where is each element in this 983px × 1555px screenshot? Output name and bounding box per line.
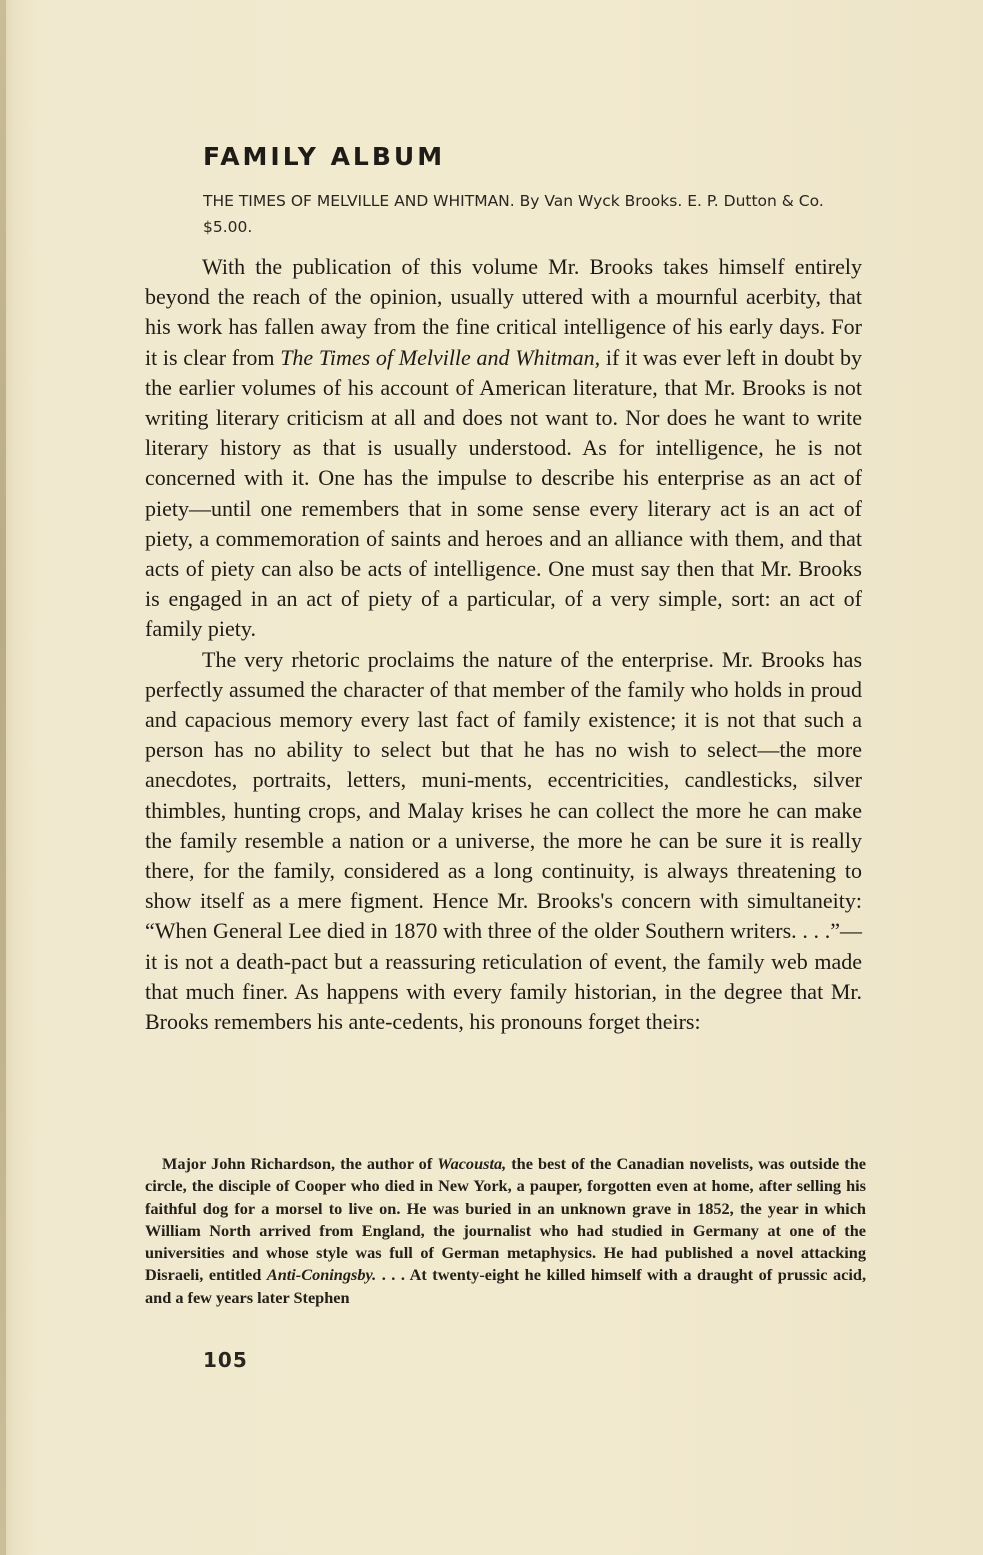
paragraph-1-text-a: With the publication of this volume Mr. Brooks takes himself entirely beyond the reach of the opinion, usually uttered with a mournful acerbity, that his work has fallen away from the fine critical intelligence of his early days. For it is clear from [145,254,862,370]
paragraph-2: The very rhetoric proclaims the nature of the enterprise. Mr. Brooks has perfectly assumed the character of that member of the family who holds in proud and capacious memory every last fact of family existence; it is not that such a person has no ability to select but that he has no wish to select—the more anecdotes, portraits, letters, muni-ments, eccentricities, candlesticks, silver thimbles, hunting crops, and Malay krises he can collect the more he can make the family resemble a nation or a universe, the more he can be sure it is really there, for the family, considered as a long continuity, is always threatening to show itself as a mere figment. Hence Mr. Brooks's concern with simultaneity: “When General Lee died in 1870 with three of the older Southern writers. . . .”—it is not a death-pact but a reassuring reticulation of event, the family web made that much finer. As happens with every family historian, in the degree that Mr. Brooks remembers his ante-cedents, his pronouns forget theirs: [145,646,862,1035]
page-number: 105 [203,1348,248,1372]
block-quote [145,1153,866,1309]
quote-text-a: Major John Richardson, the author of [162,1154,438,1173]
book-title-italic: The Times of Melville and Whitman, [280,344,601,370]
quote-italic-anti-coningsby: Anti-Coningsby. [266,1265,377,1285]
quote-paragraph [145,1153,866,1309]
quote-text-b: the best of the Canadian novelists, was outside the circle, the disciple of Cooper who died in New York, a pauper, forgotten even at home, after selling his faithful dog for a morsel to live on. He was buried in an unknown grave in 1852, the year in which William North arrived from England, the journalist who had studied in Germany at one of the universities and whose style was full of German metaphysics. He had published a novel attacking Disraeli, entitled [145,1154,866,1285]
page-spine-shadow [0,0,6,1555]
quote-italic-wacousta: Wacousta, [437,1154,507,1173]
book-citation: THE TIMES OF MELVILLE AND WHITMAN. By Van Wyck Brooks. E. P. Dutton & Co. $5.00. [203,192,824,236]
review-body [145,252,862,1037]
paragraph-1 [145,252,862,645]
paragraph-1-text-b: if it was ever left in doubt by the earlier volumes of his account of American literature, that Mr. Brooks is not writing literary criticism at all and does not want to. Nor does he want to write literary history as that is usually understood. As for intelligence, he is not concerned with it. One has the impulse to describe his enterprise as an act of piety—until one remembers that in some sense every literary act is an act of piety, a commemoration of saints and heroes and an alliance with them, and that acts of piety can also be acts of intelligence. One must say then that Mr. Brooks is engaged in an act of piety of a particular, of a very simple, sort: an act of family piety. [145,344,862,642]
section-title: FAMILY ALBUM [203,142,446,171]
quote-text-c: . . . At twenty-eight he killed himself with a draught of prussic acid, and a few years later Stephen [145,1265,867,1307]
